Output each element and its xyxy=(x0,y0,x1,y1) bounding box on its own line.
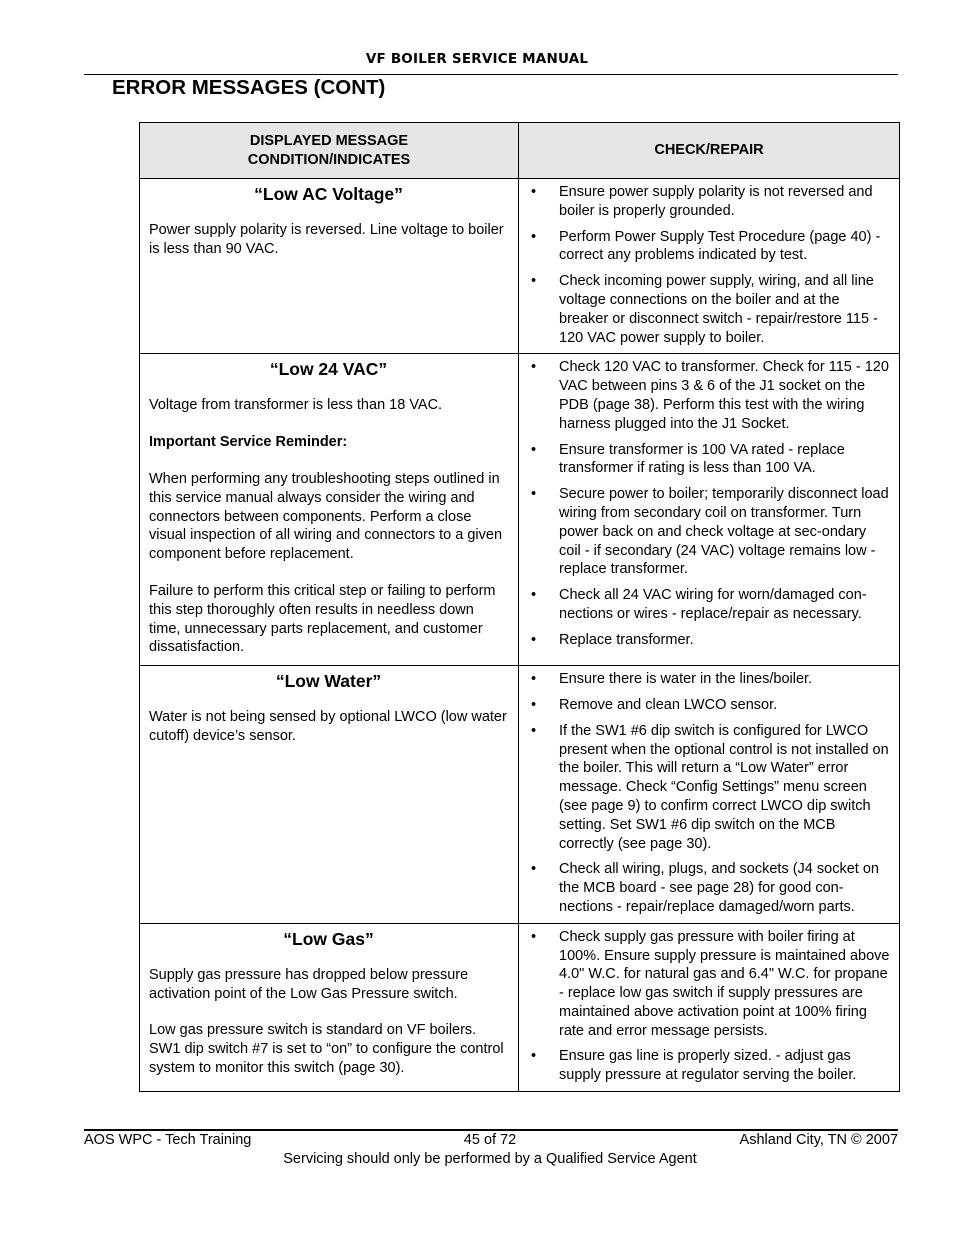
list-item xyxy=(529,631,891,650)
check-repair-cell xyxy=(519,923,900,1091)
check-text: If the SW1 #6 dip switch is configured for LWCO present when the optional control is not installed on the boiler. This will return a “Low Water” error message. Check “Config Settings” menu screen (see page 9) to confirm correct LWCO dip switch setting. Set SW1 #6 dip switch on the MCB correctly (see page 30). xyxy=(559,722,889,852)
table-body xyxy=(140,179,900,1092)
bullet-icon: • xyxy=(531,671,537,688)
bullet-icon: • xyxy=(531,722,537,739)
list-item xyxy=(529,722,891,854)
condition-paragraph: Low gas pressure switch is standard on VF boilers. SW1 dip switch #7 is set to “on” to configure the control system to monitor this switch (page 30). xyxy=(149,1022,504,1076)
column-header-condition-line2: CONDITION/INDICATES xyxy=(247,151,411,168)
check-text: Ensure transformer is 100 VA rated - replace transformer if rating is less than 100 VA. xyxy=(559,441,845,477)
list-item xyxy=(529,358,891,433)
footer-right-text: Ashland City, TN © 2007 xyxy=(739,1132,898,1148)
list-item xyxy=(529,928,891,1041)
check-text: Check all wiring, plugs, and sockets (J4 socket on the MCB board - see page 28) for good con-nections - repair/replace damaged/worn parts. xyxy=(559,861,879,915)
error-message-title: “Low Water” xyxy=(275,671,382,692)
condition-cell xyxy=(140,179,519,354)
condition-paragraph: Failure to perform this critical step or failing to perform this step thoroughly often results in needless down time, unnecessary parts replacement, and customer dissatisfaction. xyxy=(149,582,496,656)
list-item xyxy=(529,485,891,579)
condition-cell xyxy=(140,666,519,924)
list-item xyxy=(529,586,891,624)
bullet-icon: • xyxy=(531,486,537,503)
bullet-icon: • xyxy=(531,359,537,376)
bullet-icon: • xyxy=(531,273,537,290)
bullet-icon: • xyxy=(531,184,537,200)
condition-paragraph: Voltage from transformer is less than 18 VAC. xyxy=(149,397,443,414)
column-header-check-repair: CHECK/REPAIR xyxy=(519,123,900,179)
bullet-icon: • xyxy=(531,631,537,648)
list-item xyxy=(529,272,891,347)
check-text: Remove and clean LWCO sensor. xyxy=(559,696,778,713)
list-item xyxy=(529,860,891,916)
condition-paragraph: Important Service Reminder: xyxy=(149,434,348,451)
check-text: Ensure there is water in the lines/boiler. xyxy=(559,671,813,688)
check-text: Replace transformer. xyxy=(559,631,694,648)
footer-divider xyxy=(84,1129,898,1131)
check-text: Check all 24 VAC wiring for worn/damaged con-nections or wires - replace/repair as necessary. xyxy=(559,587,867,622)
condition-paragraph: When performing any troubleshooting steps outlined in this service manual always consider the wiring and connectors between components. Perform a close visual inspection of all wiring and connectors to a given component before replacement. xyxy=(149,470,503,563)
check-list xyxy=(529,183,891,347)
list-item xyxy=(529,696,891,715)
table-row xyxy=(140,666,900,924)
error-message-title: “Low Gas” xyxy=(283,928,374,949)
page-title: ERROR MESSAGES (CONT) xyxy=(112,76,386,99)
column-header-condition xyxy=(140,123,519,179)
condition-paragraph: Supply gas pressure has dropped below pressure activation point of the Low Gas Pressure switch. xyxy=(149,966,469,1002)
list-item xyxy=(529,670,891,689)
check-list xyxy=(529,670,891,917)
table-row xyxy=(140,923,900,1091)
check-repair-cell xyxy=(519,354,900,666)
page-number: 45 of 72 xyxy=(463,1132,517,1148)
footer-left-text: AOS WPC - Tech Training xyxy=(84,1132,252,1148)
check-list xyxy=(529,928,891,1085)
table-header-row xyxy=(140,123,900,179)
condition-cell xyxy=(140,354,519,666)
check-text: Perform Power Supply Test Procedure (page 40) - correct any problems indicated by test. xyxy=(559,228,881,264)
table-row xyxy=(140,179,900,354)
column-header-condition-line1: DISPLAYED MESSAGE xyxy=(249,132,409,149)
bullet-icon: • xyxy=(531,228,537,245)
bullet-icon: • xyxy=(531,696,537,713)
header-divider xyxy=(84,74,898,75)
list-item xyxy=(529,183,891,221)
list-item xyxy=(529,441,891,479)
check-repair-cell xyxy=(519,179,900,354)
bullet-icon: • xyxy=(531,587,537,604)
list-item xyxy=(529,1047,891,1085)
condition-paragraph: Power supply polarity is reversed. Line voltage to boiler is less than 90 VAC. xyxy=(149,222,504,257)
check-text: Check supply gas pressure with boiler firing at 100%. Ensure supply pressure is maintained above 4.0" W.C. for natural gas and 6.4" W.C. for propane - replace low gas switch if supply pressures are maintained above activation point at 100% firing rate and error message persists. xyxy=(559,928,890,1039)
check-text: Secure power to boiler; temporarily disconnect load wiring from secondary coil on transformer. Turn power back on and check voltage at sec-ondary coil - if secondary (24 VAC) voltage remains low - replace transformer. xyxy=(559,486,889,578)
bullet-icon: • xyxy=(531,861,537,878)
check-repair-cell xyxy=(519,666,900,924)
list-item xyxy=(529,228,891,266)
error-message-title: “Low AC Voltage” xyxy=(254,184,403,204)
bullet-icon: • xyxy=(531,441,537,458)
footer-note: Servicing should only be performed by a Qualified Service Agent xyxy=(283,1151,697,1167)
check-list xyxy=(529,358,891,649)
check-text: Ensure power supply polarity is not reversed and boiler is properly grounded. xyxy=(559,184,873,219)
condition-paragraph: Water is not being sensed by optional LWCO (low water cutoff) device’s sensor. xyxy=(149,709,507,744)
error-messages-table xyxy=(139,122,900,1092)
condition-cell xyxy=(140,923,519,1091)
bullet-icon: • xyxy=(531,1048,537,1065)
error-message-title: “Low 24 VAC” xyxy=(269,359,388,380)
manual-title: VF BOILER SERVICE MANUAL xyxy=(365,51,589,67)
bullet-icon: • xyxy=(531,928,537,945)
check-text: Ensure gas line is properly sized. - adjust gas supply pressure at regulator serving the boiler. xyxy=(559,1048,857,1084)
check-text: Check 120 VAC to transformer. Check for 115 - 120 VAC between pins 3 & 6 of the J1 socket on the PDB (page 38). Perform this test with the wiring harness plugged into the J1 Socket. xyxy=(559,359,889,432)
table-row xyxy=(140,354,900,666)
check-text: Check incoming power supply, wiring, and all line voltage connections on the boiler and at the breaker or disconnect switch - repair/restore 115 - 120 VAC power supply to boiler. xyxy=(559,273,878,346)
